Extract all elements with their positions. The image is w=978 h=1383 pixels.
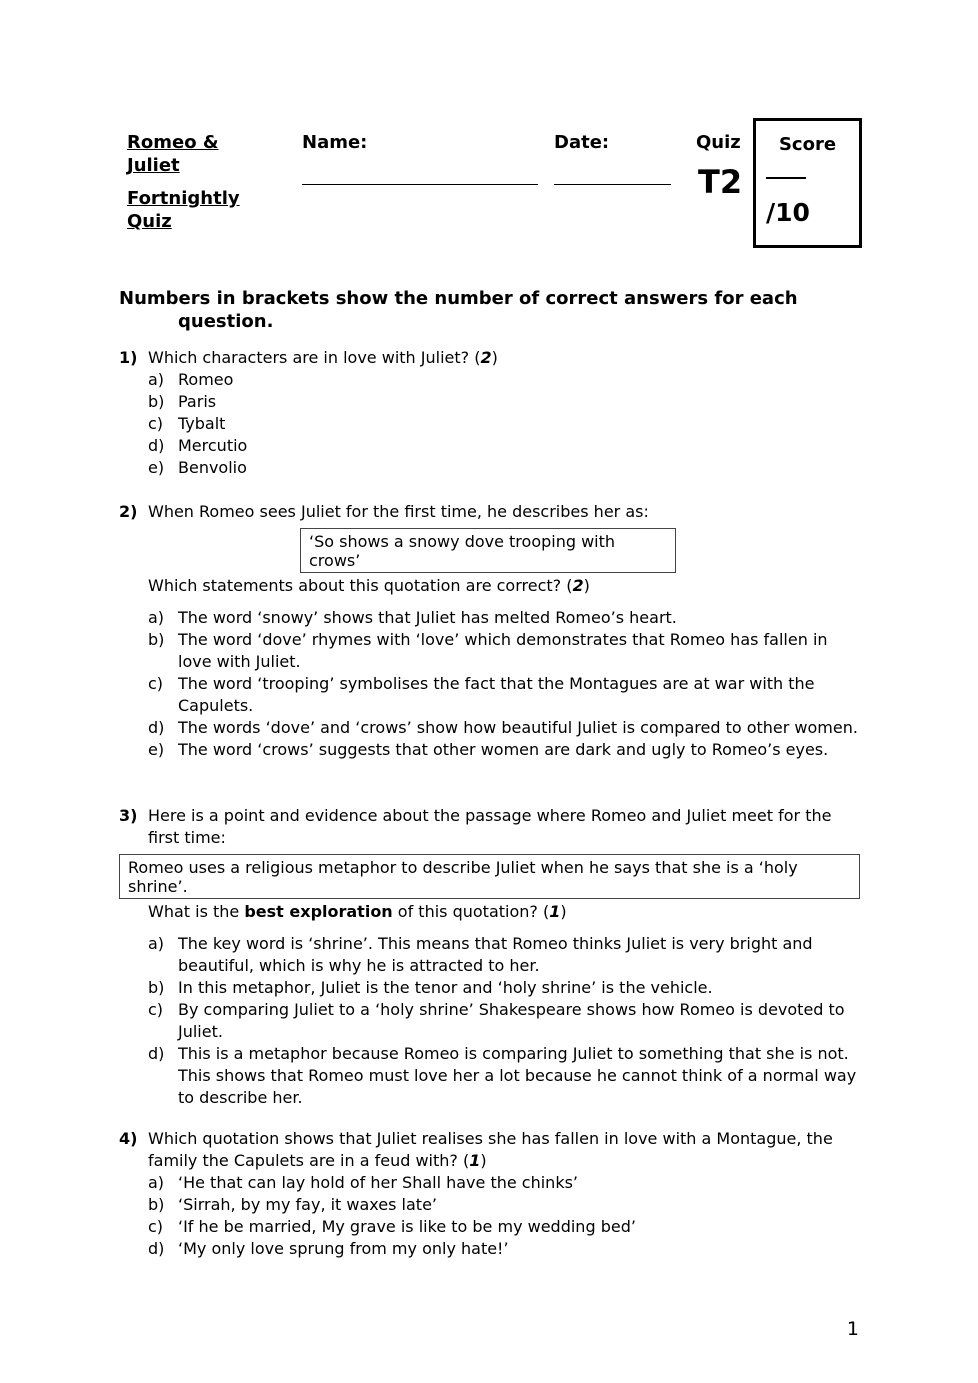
option-text: Mercutio bbox=[178, 436, 248, 455]
option-text: This is a metaphor because Romeo is comparing Juliet to something that she is not. This shows that Romeo must love her a lot because he cannot think of a normal way to describe her. bbox=[178, 1044, 857, 1107]
option-letter: c) bbox=[148, 414, 164, 433]
question-number: 2) bbox=[119, 502, 138, 521]
option-text: The word ‘dove’ rhymes with ‘love’ which demonstrates that Romeo has fallen in love with Juliet. bbox=[178, 630, 828, 671]
option-letter: e) bbox=[148, 458, 165, 477]
option-letter: c) bbox=[148, 1217, 164, 1236]
question-subprompt bbox=[119, 575, 861, 597]
options-list bbox=[119, 607, 861, 761]
options-list bbox=[119, 369, 861, 479]
question-2 bbox=[119, 501, 861, 761]
title-line-1: Romeo & Juliet bbox=[127, 132, 219, 176]
question-number: 3) bbox=[119, 806, 138, 825]
option-letter: b) bbox=[148, 1195, 165, 1214]
option-letter: a) bbox=[148, 934, 165, 953]
option-text: ‘He that can lay hold of her Shall have the chinks’ bbox=[178, 1173, 579, 1192]
option-text: In this metaphor, Juliet is the tenor and ‘holy shrine’ is the vehicle. bbox=[178, 978, 713, 997]
page-number: 1 bbox=[846, 1318, 859, 1340]
bracket-close: ) bbox=[583, 576, 590, 595]
option-item[interactable] bbox=[119, 435, 861, 457]
option-text: The words ‘dove’ and ‘crows’ show how beautiful Juliet is compared to other women. bbox=[178, 718, 858, 737]
option-text: Benvolio bbox=[178, 458, 247, 477]
name-label: Name: bbox=[302, 132, 368, 153]
question-prompt: Which characters are in love with Juliet? ( bbox=[148, 348, 481, 367]
option-letter: c) bbox=[148, 674, 164, 693]
option-letter: d) bbox=[148, 718, 165, 737]
option-item[interactable] bbox=[119, 999, 861, 1043]
option-item[interactable] bbox=[119, 629, 861, 673]
date-label: Date: bbox=[554, 132, 610, 153]
option-item[interactable] bbox=[119, 1238, 861, 1260]
answer-count: 1 bbox=[549, 902, 561, 921]
question-text bbox=[119, 805, 861, 849]
option-letter: d) bbox=[148, 436, 165, 455]
option-item[interactable] bbox=[119, 1216, 861, 1238]
option-letter: a) bbox=[148, 370, 165, 389]
option-letter: a) bbox=[148, 1173, 165, 1192]
option-text: The word ‘trooping’ symbolises the fact that the Montagues are at war with the Capulets. bbox=[178, 674, 815, 715]
score-blank-line[interactable] bbox=[766, 177, 806, 179]
option-item[interactable] bbox=[119, 369, 861, 391]
option-letter: e) bbox=[148, 740, 165, 759]
bracket-close: ) bbox=[491, 348, 498, 367]
option-text: Romeo bbox=[178, 370, 234, 389]
option-letter: d) bbox=[148, 1239, 165, 1258]
option-text: ‘My only love sprung from my only hate!’ bbox=[178, 1239, 509, 1258]
date-field-line[interactable] bbox=[554, 184, 671, 185]
option-item[interactable] bbox=[119, 607, 861, 629]
option-item[interactable] bbox=[119, 673, 861, 717]
score-box bbox=[753, 118, 862, 248]
option-item[interactable] bbox=[119, 933, 861, 977]
score-label: Score bbox=[778, 134, 837, 155]
name-field-line[interactable] bbox=[302, 184, 538, 185]
option-letter: b) bbox=[148, 630, 165, 649]
option-text: Tybalt bbox=[178, 414, 226, 433]
question-text bbox=[119, 501, 861, 523]
question-number: 1) bbox=[119, 348, 138, 367]
option-item[interactable] bbox=[119, 977, 861, 999]
subprompt-text: What is the bbox=[148, 902, 245, 921]
question-text bbox=[119, 1128, 861, 1172]
quiz-code: T2 bbox=[698, 163, 743, 201]
quiz-label: Quiz bbox=[696, 132, 741, 153]
option-text: The key word is ‘shrine’. This means that Romeo thinks Juliet is very bright and beautiful, which is why he is attracted to her. bbox=[178, 934, 813, 975]
point-evidence-box: Romeo uses a religious metaphor to describe Juliet when he says that she is a ‘holy shrine’. bbox=[119, 854, 860, 899]
title-line-2: Fortnightly Quiz bbox=[127, 188, 240, 232]
option-item[interactable] bbox=[119, 391, 861, 413]
score-total: /10 bbox=[766, 198, 810, 227]
option-text: ‘Sirrah, by my fay, it waxes late’ bbox=[178, 1195, 437, 1214]
option-item[interactable] bbox=[119, 457, 861, 479]
question-1 bbox=[119, 347, 861, 479]
question-prompt: When Romeo sees Juliet for the first time, he describes her as: bbox=[148, 502, 649, 521]
answer-count: 2 bbox=[480, 348, 492, 367]
option-item[interactable] bbox=[119, 1194, 861, 1216]
question-3 bbox=[119, 805, 861, 1109]
subprompt-text: Which statements about this quotation are correct? ( bbox=[148, 576, 573, 595]
answer-count: 2 bbox=[572, 576, 584, 595]
option-letter: c) bbox=[148, 1000, 164, 1019]
option-letter: d) bbox=[148, 1044, 165, 1063]
subprompt-text-end: of this quotation? ( bbox=[392, 902, 550, 921]
option-item[interactable] bbox=[119, 1043, 861, 1109]
question-prompt: Here is a point and evidence about the passage where Romeo and Juliet meet for the first time: bbox=[148, 806, 832, 847]
subprompt-emphasis: best exploration bbox=[244, 902, 393, 921]
option-text: The word ‘crows’ suggests that other women are dark and ugly to Romeo’s eyes. bbox=[178, 740, 829, 759]
question-text bbox=[119, 347, 861, 369]
option-text: By comparing Juliet to a ‘holy shrine’ Shakespeare shows how Romeo is devoted to Juliet. bbox=[178, 1000, 845, 1041]
question-4 bbox=[119, 1128, 861, 1260]
instructions: Numbers in brackets show the number of correct answers for each question. bbox=[119, 288, 798, 332]
bracket-close: ) bbox=[480, 1151, 487, 1170]
option-item[interactable] bbox=[119, 1172, 861, 1194]
bracket-close: ) bbox=[560, 902, 567, 921]
option-item[interactable] bbox=[119, 413, 861, 435]
quiz-title bbox=[127, 131, 277, 233]
option-text: Paris bbox=[178, 392, 217, 411]
question-subprompt bbox=[119, 901, 861, 923]
options-list bbox=[119, 1172, 861, 1260]
question-prompt: Which quotation shows that Juliet realises she has fallen in love with a Montague, the family the Capulets are in a feud with? ( bbox=[148, 1129, 833, 1170]
option-letter: a) bbox=[148, 608, 165, 627]
options-list bbox=[119, 933, 861, 1109]
quotation-box: ‘So shows a snowy dove trooping with crows’ bbox=[300, 528, 676, 573]
option-text: ‘If he be married, My grave is like to be my wedding bed’ bbox=[178, 1217, 636, 1236]
option-letter: b) bbox=[148, 978, 165, 997]
option-item[interactable] bbox=[119, 739, 861, 761]
option-letter: b) bbox=[148, 392, 165, 411]
question-number: 4) bbox=[119, 1129, 138, 1148]
answer-count: 1 bbox=[469, 1151, 481, 1170]
option-text: The word ‘snowy’ shows that Juliet has melted Romeo’s heart. bbox=[178, 608, 677, 627]
option-item[interactable] bbox=[119, 717, 861, 739]
